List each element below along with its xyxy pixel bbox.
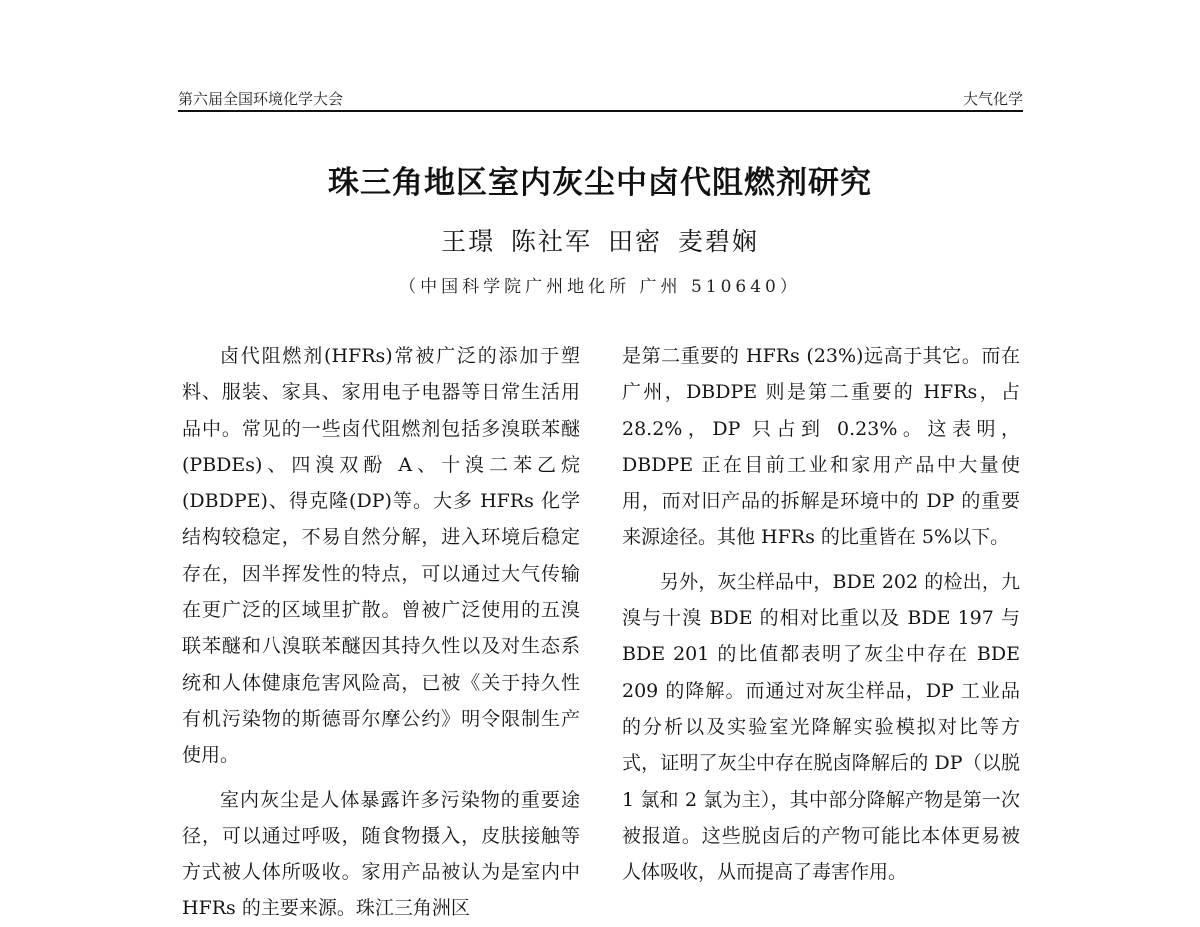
body-column-left [182,338,580,927]
authors: 王璟 陈社军 田密 麦碧娴 [441,227,759,256]
running-header [178,86,1023,112]
section-name: 大气化学 [962,90,1023,108]
paper-title: 珠三角地区室内灰尘中卤代阻燃剂研究 [328,165,872,201]
paragraph: 另外，灰尘样品中，BDE 202 的检出，九溴与十溴 BDE 的相对比重以及 BDE 197 与 BDE 201 的比值都表明了灰尘中存在 BDE 209 的降解。而通过对灰尘样品，DP 工业品的分析以及实验室光降解实验模拟对比等方式，证明了灰尘中存在脱卤降解后的 DP（以脱 1 氯和 2 氯为主），其中部分降解产物是第一次被报道。这些脱卤后的产物可能比本体更易被人体吸收，从而提高了毒害作用。 [622,570,1020,884]
affiliation: （中国科学院广州地化所 广州 510640） [399,277,801,297]
conference-name: 第六届全国环境化学大会 [178,90,344,108]
body-column-right [622,338,1020,890]
paragraph: 是第二重要的 HFRs (23%)远高于其它。而在广州，DBDPE 则是第二重要的 HFRs，占28.2%，DP 只占到 0.23%。这表明，DBDPE 正在目前工业和家用产品中大量使用，而对旧产品的拆解是环境中的 DP 的重要来源途径。其他 HFRs 的比重皆在 5%以下。 [622,345,1020,549]
paragraph: 卤代阻燃剂(HFRs)常被广泛的添加于塑料、服装、家具、家用电子电器等日常生活用品中。常见的一些卤代阻燃剂包括多溴联苯醚(PBDEs)、四溴双酚 A、十溴二苯乙烷(DBDPE)、得克隆(DP)等。大多 HFRs 化学结构较稳定，不易自然分解，进入环境后稳定存在，因半挥发性的特点，可以通过大气传输在更广泛的区域里扩散。曾被广泛使用的五溴联苯醚和八溴联苯醚因其持久性以及对生态系统和人体健康危害风险高，已被《关于持久性有机污染物的斯德哥尔摩公约》明令限制生产使用。 [182,345,580,767]
paragraph: 室内灰尘是人体暴露许多污染物的重要途径，可以通过呼吸，随食物摄入，皮肤接触等方式被人体所吸收。家用产品被认为是室内中 HFRs 的主要来源。珠江三角洲区 [182,788,580,920]
